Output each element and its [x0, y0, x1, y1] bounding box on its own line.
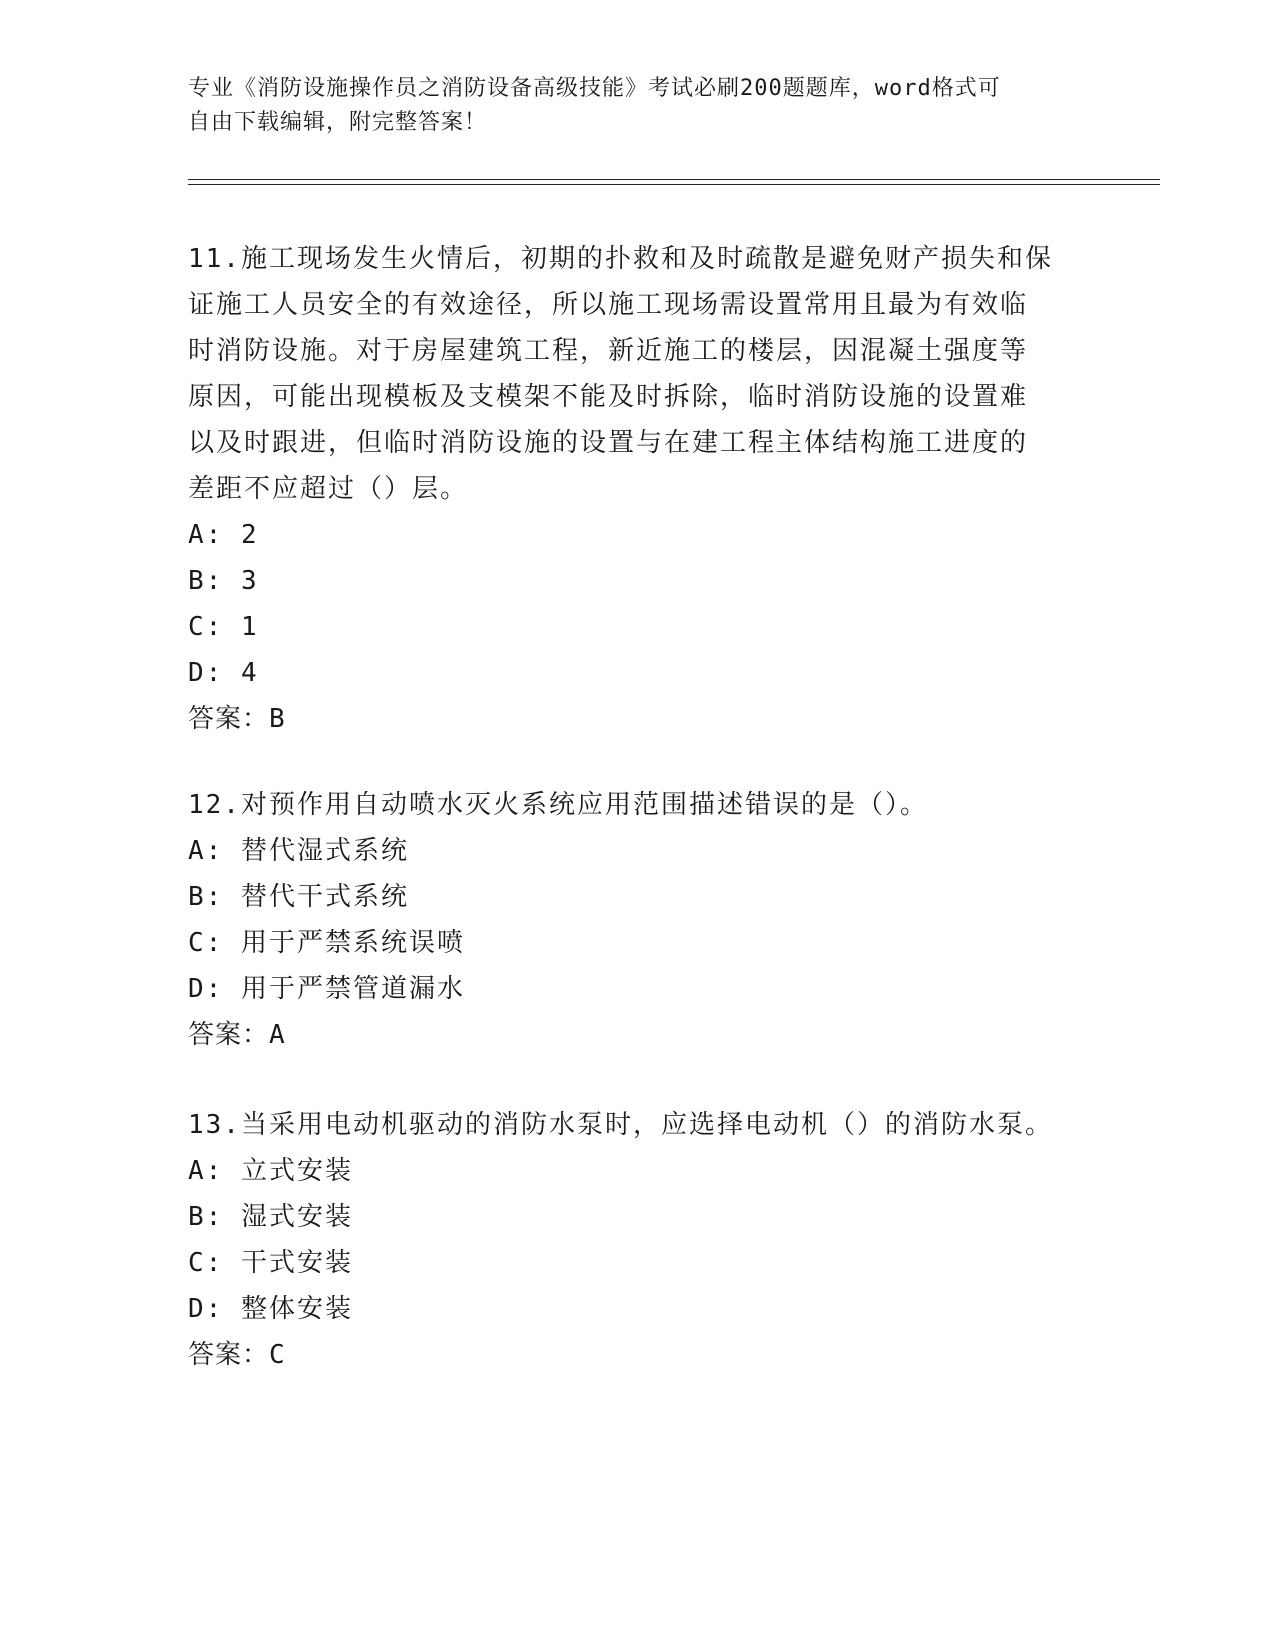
option-c: C: 干式安装	[188, 1248, 353, 1278]
header-divider-top	[188, 179, 1160, 180]
option-a: A: 2	[188, 520, 259, 550]
answer-line: 答案：B	[188, 704, 286, 734]
option-b: B: 湿式安装	[188, 1202, 353, 1232]
question-stem-line: 原因，可能出现模板及支模架不能及时拆除，临时消防设施的设置难	[188, 382, 1029, 412]
option-c: C: 1	[188, 612, 259, 642]
question-stem-line: 12.对预作用自动喷水灭火系统应用范围描述错误的是（）。	[188, 790, 928, 820]
header-line-2: 自由下载编辑，附完整答案！	[188, 110, 488, 135]
question-stem-line: 以及时跟进，但临时消防设施的设置与在建工程主体结构施工进度的	[188, 428, 1029, 458]
question-stem-line: 证施工人员安全的有效途径，所以施工现场需设置常用且最为有效临	[188, 290, 1029, 320]
answer-line: 答案：C	[188, 1340, 286, 1370]
header-divider-bottom	[188, 184, 1160, 185]
document-header	[188, 72, 1068, 140]
option-a: A: 立式安装	[188, 1156, 353, 1186]
question-stem-line: 时消防设施。对于房屋建筑工程，新近施工的楼层，因混凝土强度等	[188, 336, 1029, 366]
option-d: D: 整体安装	[188, 1294, 353, 1324]
question-11	[188, 236, 1088, 742]
option-c: C: 用于严禁系统误喷	[188, 928, 465, 958]
option-a: A: 替代湿式系统	[188, 836, 409, 866]
question-stem-line: 差距不应超过（）层。	[188, 474, 469, 504]
question-stem-line: 13.当采用电动机驱动的消防水泵时，应选择电动机（）的消防水泵。	[188, 1110, 1053, 1140]
question-stem-line: 11.施工现场发生火情后，初期的扑救和及时疏散是避免财产损失和保	[188, 244, 1053, 274]
option-d: D: 用于严禁管道漏水	[188, 974, 465, 1004]
header-line-1: 专业《消防设施操作员之消防设备高级技能》考试必刷200题题库，word格式可	[188, 76, 1001, 101]
option-b: B: 3	[188, 566, 259, 596]
option-d: D: 4	[188, 658, 259, 688]
option-b: B: 替代干式系统	[188, 882, 409, 912]
question-12	[188, 782, 1088, 1058]
answer-line: 答案：A	[188, 1020, 286, 1050]
question-13	[188, 1102, 1088, 1378]
